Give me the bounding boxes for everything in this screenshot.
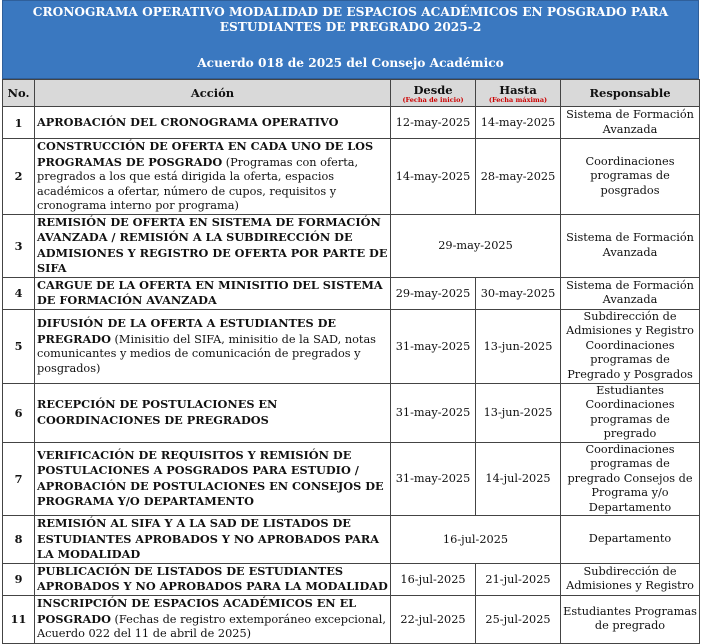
row-number: 9 xyxy=(3,563,35,595)
row-responsible: Coordinaciones programas de posgrados xyxy=(561,139,700,215)
row-number: 2 xyxy=(3,139,35,215)
row-action xyxy=(35,139,391,215)
row-date-to: 14-may-2025 xyxy=(476,107,561,139)
row-action xyxy=(35,442,391,516)
row-responsible: Subdirección de Admisiones y Registro Coordinaciones programas de Pregrado y Posgrados xyxy=(561,309,700,383)
action-title: REMISIÓN DE OFERTA EN SISTEMA DE FORMACIÓN AVANZADA / REMISIÓN A LA SUBDIRECCIÓN DE ADMISIONES Y REGISTRO DE OFERTA POR PARTE DE SIFA xyxy=(37,214,388,275)
row-action xyxy=(35,383,391,442)
action-title: DIFUSIÓN DE LA OFERTA A ESTUDIANTES DE PREGRADO xyxy=(37,316,337,346)
row-number: 6 xyxy=(3,383,35,442)
action-title: CONSTRUCCIÓN DE OFERTA EN CADA UNO DE LOS PROGRAMAS DE POSGRADO xyxy=(37,139,374,169)
table-row xyxy=(3,595,700,643)
row-date-to: 28-may-2025 xyxy=(476,139,561,215)
row-action xyxy=(35,563,391,595)
action-title: RECEPCIÓN DE POSTULACIONES EN COORDINACIONES DE PREGRADOS xyxy=(37,397,278,427)
row-responsible: Estudiantes Programas de pregrado xyxy=(561,595,700,643)
row-date-from: 31-may-2025 xyxy=(391,442,476,516)
action-title: CARGUE DE LA OFERTA EN MINISITIO DEL SISTEMA DE FORMACIÓN AVANZADA xyxy=(37,277,383,307)
table-row xyxy=(3,563,700,595)
row-date-to: 21-jul-2025 xyxy=(476,563,561,595)
table-row xyxy=(3,309,700,383)
action-title: VERIFICACIÓN DE REQUISITOS Y REMISIÓN DE POSTULACIONES A POSGRADOS PARA ESTUDIO / APROBACIÓN DE POSTULACIONES EN CONSEJOS DE PROGRAMA Y/O DEPARTAMENTO xyxy=(37,447,384,509)
schedule-table xyxy=(2,79,700,644)
column-header-action: Acción xyxy=(35,80,391,107)
row-date-to: 13-jun-2025 xyxy=(476,309,561,383)
row-date-to: 30-may-2025 xyxy=(476,277,561,309)
row-responsible: Subdirección de Admisiones y Registro xyxy=(561,563,700,595)
row-responsible: Departamento xyxy=(561,516,700,564)
row-number: 4 xyxy=(3,277,35,309)
column-header-no: No. xyxy=(3,80,35,107)
row-action xyxy=(35,277,391,309)
row-responsible: Coordinaciones programas de pregrado Consejos de Programa y/o Departamento xyxy=(561,442,700,516)
row-action xyxy=(35,309,391,383)
row-responsible: Sistema de Formación Avanzada xyxy=(561,277,700,309)
action-title: PUBLICACIÓN DE LISTADOS DE ESTUDIANTES APROBADOS Y NO APROBADOS PARA LA MODALIDAD xyxy=(37,563,388,593)
from-label: Desde xyxy=(413,82,453,97)
row-date-from: 29-may-2025 xyxy=(391,277,476,309)
action-detail: (Programas con oferta, pregrados a los que está dirigida la oferta, espacios académicos a ofertar, número de cupos, requisitos y cronograma interno por programa) xyxy=(37,155,359,212)
row-number: 1 xyxy=(3,107,35,139)
row-date-from: 12-may-2025 xyxy=(391,107,476,139)
row-date-from: 16-jul-2025 xyxy=(391,563,476,595)
row-responsible: Sistema de Formación Avanzada xyxy=(561,107,700,139)
row-number: 7 xyxy=(3,442,35,516)
row-number: 3 xyxy=(3,214,35,277)
row-number: 5 xyxy=(3,309,35,383)
column-header-from xyxy=(391,80,476,107)
column-header-responsible: Responsable xyxy=(561,80,700,107)
document-title: CRONOGRAMA OPERATIVO MODALIDAD DE ESPACIOS ACADÉMICOS EN POSGRADO PARA ESTUDIANTES DE PREGRADO 2025-2 xyxy=(32,5,669,34)
row-date-to: 25-jul-2025 xyxy=(476,595,561,643)
to-note: (Fecha máxima) xyxy=(488,95,548,104)
table-header-row xyxy=(3,80,700,107)
row-action xyxy=(35,214,391,277)
row-number: 11 xyxy=(3,595,35,643)
table-row xyxy=(3,383,700,442)
table-row xyxy=(3,139,700,215)
row-date-from: 31-may-2025 xyxy=(391,383,476,442)
from-note: (Fecha de inicio) xyxy=(402,95,464,104)
action-title: INSCRIPCIÓN DE ESPACIOS ACADÉMICOS EN EL POSGRADO xyxy=(37,596,357,626)
row-responsible: Sistema de Formación Avanzada xyxy=(561,214,700,277)
document-subtitle: Acuerdo 018 de 2025 del Consejo Académico xyxy=(197,56,504,70)
row-date-to: 13-jun-2025 xyxy=(476,383,561,442)
table-row xyxy=(3,214,700,277)
column-header-to xyxy=(476,80,561,107)
row-date-from: 31-may-2025 xyxy=(391,309,476,383)
action-detail: (Minisitio del SIFA, minisitio de la SAD, notas comunicantes y medios de comunicación de pregrados y posgrados) xyxy=(37,332,376,375)
row-date-from: 14-may-2025 xyxy=(391,139,476,215)
table-row xyxy=(3,107,700,139)
action-title: APROBACIÓN DEL CRONOGRAMA OPERATIVO xyxy=(37,114,339,129)
row-responsible: Estudiantes Coordinaciones programas de pregrado xyxy=(561,383,700,442)
table-row xyxy=(3,442,700,516)
action-title: REMISIÓN AL SIFA Y A LA SAD DE LISTADOS DE ESTUDIANTES APROBADOS Y NO APROBADOS PARA LA MODALIDAD xyxy=(37,516,380,561)
row-action xyxy=(35,595,391,643)
table-row xyxy=(3,277,700,309)
row-date: 16-jul-2025 xyxy=(391,516,561,564)
row-date-from: 22-jul-2025 xyxy=(391,595,476,643)
to-label: Hasta xyxy=(499,82,537,97)
document-header xyxy=(2,0,699,79)
action-detail: (Fechas de registro extemporáneo excepcional, Acuerdo 022 del 11 de abril de 2025) xyxy=(37,612,386,641)
row-action xyxy=(35,107,391,139)
row-date-to: 14-jul-2025 xyxy=(476,442,561,516)
row-date: 29-may-2025 xyxy=(391,214,561,277)
table-body xyxy=(3,107,700,644)
row-number: 8 xyxy=(3,516,35,564)
